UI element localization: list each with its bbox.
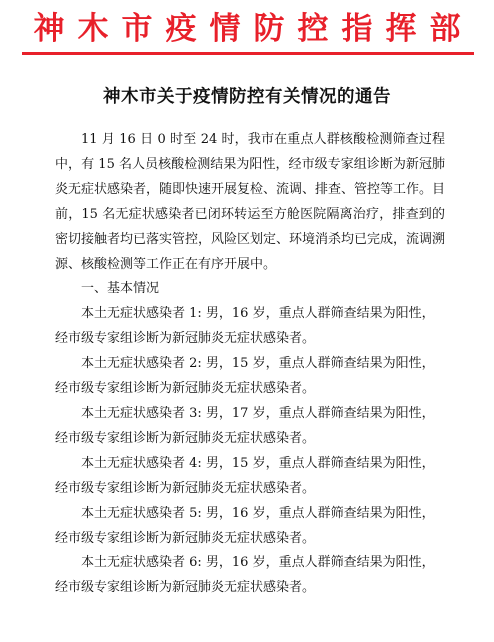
case-paragraph-1: 本土无症状感染者 1: 男，16 岁，重点人群筛查结果为阳性，经市级专家组诊断为新冠肺炎无症状感染者。 — [55, 306, 435, 347]
notice-body — [55, 128, 445, 601]
case-paragraph-4: 本土无症状感染者 4: 男，15 岁，重点人群筛查结果为阳性，经市级专家组诊断为新冠肺炎无症状感染者。 — [55, 455, 435, 496]
notice-title: 神木市关于疫情防控有关情况的通告 — [103, 87, 391, 107]
case-paragraph-6: 本土无症状感染者 6: 男，16 岁，重点人群筛查结果为阳性，经市级专家组诊断为新冠肺炎无症状感染者。 — [55, 555, 435, 596]
intro-paragraph: 11 月 16 日 0 时至 24 时，我市在重点人群核酸检测筛查过程中，有 15 名人员核酸检测结果为阳性，经市级专家组诊断为新冠肺炎无症状感染者，随即快速开展复检、流调、排查、管控等工作。目前，15 名无症状感染者已闭环转运至方舱医院隔离治疗，排查到的密切接触者均已落实管控，风险区划定、环境消杀均已完成，流调溯源、核酸检测等工作正在有序开展中。 — [55, 132, 446, 272]
case-paragraph-3: 本土无症状感染者 3: 男，17 岁，重点人群筛查结果为阳性，经市级专家组诊断为新冠肺炎无症状感染者。 — [55, 405, 435, 446]
letterhead-title: 神木市疫情防控指挥部 — [33, 11, 474, 47]
section-heading-basic-info: 一、基本情况 — [81, 281, 160, 297]
case-paragraph-2: 本土无症状感染者 2: 男，15 岁，重点人群筛查结果为阳性，经市级专家组诊断为新冠肺炎无症状感染者。 — [55, 356, 435, 397]
case-paragraph-5: 本土无症状感染者 5: 男，16 岁，重点人群筛查结果为阳性，经市级专家组诊断为新冠肺炎无症状感染者。 — [55, 505, 435, 546]
letterhead-divider — [22, 52, 474, 55]
